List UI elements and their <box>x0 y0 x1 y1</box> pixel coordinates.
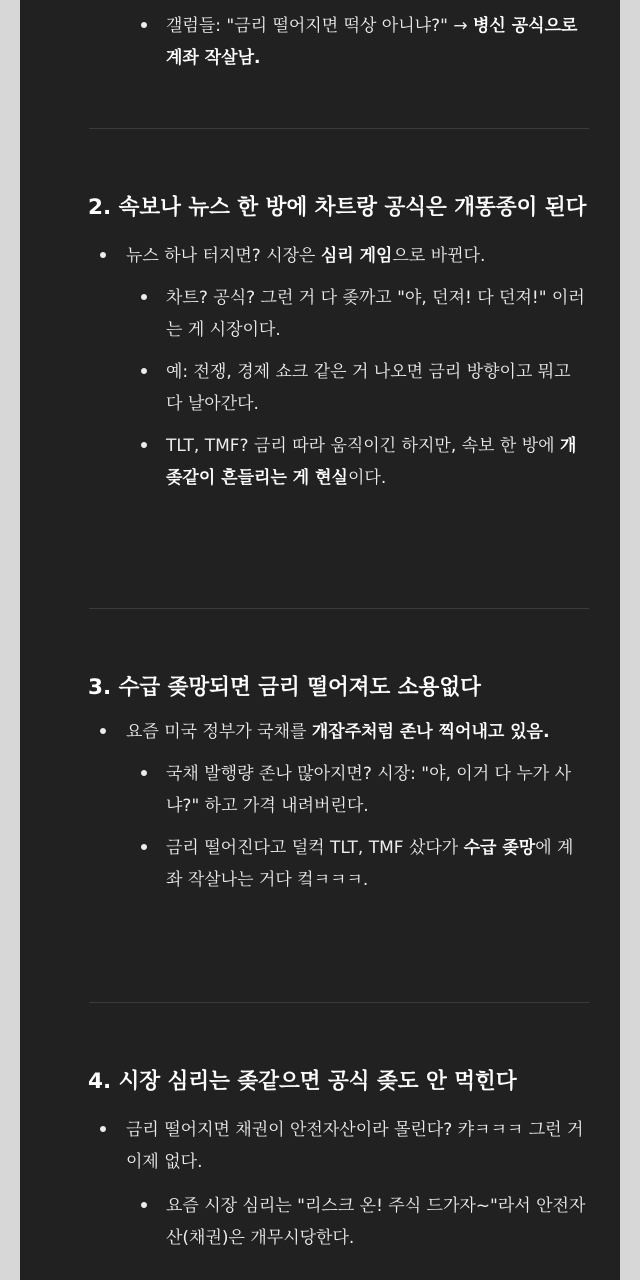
section-divider <box>89 608 589 609</box>
list-item: 금리 떨어진다고 덜컥 TLT, TMF 샀다가 수급 좆망에 계좌 작살나는 거다 컼ㅋㅋㅋ. <box>88 832 588 896</box>
list-item: 금리 떨어지면 채권이 안전자산이라 몰린다? 캬ㅋㅋㅋ 그런 거 이제 없다. <box>88 1114 588 1178</box>
list-item: 갤럼들: "금리 떨어지면 떡상 아니냐?" → 병신 공식으로 계좌 작살남. <box>88 10 588 74</box>
section-2 <box>88 188 588 494</box>
section-heading: 3. 수급 좆망되면 금리 떨어져도 소용없다 <box>88 675 481 700</box>
section-divider <box>89 128 589 129</box>
list-item: 뉴스 하나 터지면? 시장은 심리 게임으로 바뀐다. <box>88 240 588 272</box>
section-heading: 2. 속보나 뉴스 한 방에 차트랑 공식은 개똥종이 된다 <box>88 195 587 220</box>
section-3 <box>88 668 588 896</box>
top-bullet-group <box>88 10 588 74</box>
list-item: 예: 전쟁, 경제 쇼크 같은 거 나오면 금리 방향이고 뭐고 다 날아간다. <box>88 356 588 420</box>
list-item: 국채 발행량 존나 많아지면? 시장: "야, 이거 다 누가 사냐?" 하고 가격 내려버린다. <box>88 758 588 822</box>
list-item: TLT, TMF? 금리 따라 움직이긴 하지만, 속보 한 방에 개좆같이 흔들리는 게 현실이다. <box>88 430 588 494</box>
chat-message-panel <box>20 0 620 1280</box>
list-item: 차트? 공식? 그런 거 다 좆까고 "야, 던져! 다 던져!" 이러는 게 시장이다. <box>88 282 588 346</box>
section-4 <box>88 1062 588 1254</box>
section-heading: 4. 시장 심리는 좆같으면 공식 좆도 안 먹힌다 <box>88 1069 517 1094</box>
section-divider <box>89 1002 589 1003</box>
list-item: 요즘 미국 정부가 국채를 개잡주처럼 존나 찍어내고 있음. <box>88 716 588 748</box>
list-item: 요즘 시장 심리는 "리스크 온! 주식 드가자~"라서 안전자산(채권)은 개무시당한다. <box>88 1190 588 1254</box>
